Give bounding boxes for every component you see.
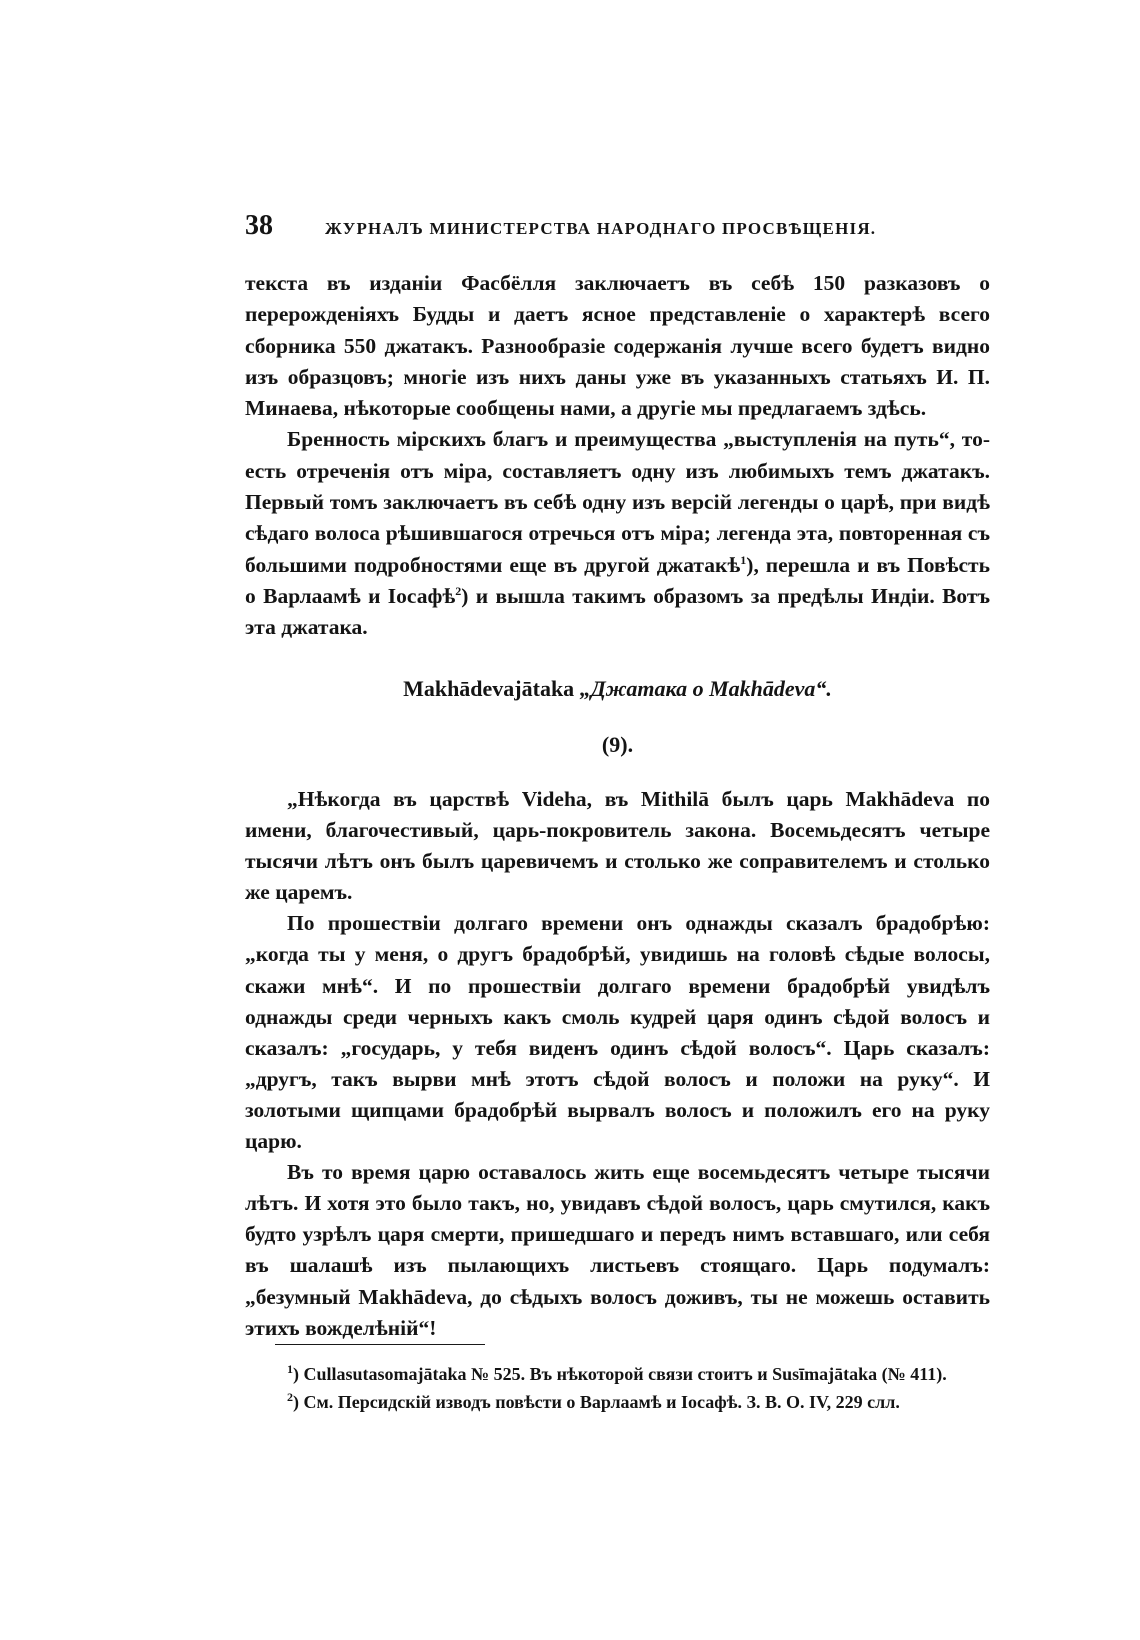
intro-text [245,268,990,644]
footnotes [245,1360,990,1416]
footnote-2-text: ) См. Персидскій изводъ повѣсти о Варлаамѣ и Іосафѣ. З. В. О. IV, 229 слл. [293,1392,900,1412]
paragraph-2-part-b: ), перешла и въ Повѣсть о Варлаамѣ и Іосафѣ [245,552,990,608]
story-title-pali: Makhādevajātaka [403,676,575,701]
footnote-ref-2: 2 [455,583,462,598]
paragraph-2-part-a: Бренность мірскихъ благъ и преимущества „выступленія на путь“, то-есть отреченія отъ міра, составляетъ одну изъ любимыхъ темъ джатакъ. Первый томъ заключаетъ въ себѣ одну изъ версій легенды о царѣ, при видѣ сѣдаго волоса рѣшившагося отречься отъ міра; легенда эта, повторенная съ большими подробностями еще въ другой джатакѣ [245,427,990,577]
paragraph-2 [245,424,990,643]
story-title-russian: „Джатака о Makhādeva“. [579,676,832,701]
paragraph-1: текста въ изданіи Фасбёлля заключаетъ въ себѣ 150 разказовъ о перерожденіяхъ Будды и даетъ ясное представленіе о характерѣ всего сборника 550 джатакъ. Разнообразіе содержанія лучше всего будетъ видно изъ образцовъ; многіе изъ нихъ даны уже въ указанныхъ статьяхъ И. П. Минаева, нѣкоторые сообщены нами, а другіе мы предлагаемъ здѣсь. [245,271,990,421]
footnote-2-marker: 2 [287,1390,293,1404]
page-header [245,210,990,242]
story-text [245,784,990,1344]
story-number: (9). [601,732,634,757]
story-title [245,676,990,702]
paragraph-4: По прошествіи долгаго времени онъ однажды сказалъ брадобрѣю: „когда ты у меня, о другъ брадобрѣй, увидишь на головѣ сѣдые волосы, скажи мнѣ“. И по прошествіи долгаго времени брадобрѣй увидѣлъ однажды среди черныхъ какъ смоль кудрей царя одинъ сѣдой волосъ и сказалъ: „государь, у тебя виденъ одинъ сѣдой волосъ“. Царь сказалъ: „другъ, такъ вырви мнѣ этотъ сѣдой волосъ и положи на руку“. И золотыми щипцами брадобрѣй вырвалъ волосъ и положилъ его на руку царю. [245,911,990,1154]
footnote-ref-1: 1 [740,552,747,567]
running-title: ЖУРНАЛЪ МИНИСТЕРСТВА НАРОДНАГО ПРОСВѢЩЕНІЯ. [325,219,877,238]
footnote-divider [275,1344,485,1345]
footnote-2 [245,1388,990,1416]
paragraph-3: „Нѣкогда въ царствѣ Videha, въ Mithilā былъ царь Makhādeva по имени, благочестивый, царь-покровитель закона. Восемьдесятъ четыре тысячи лѣтъ онъ былъ царевичемъ и столько же соправителемъ и столько же царемъ. [245,787,990,905]
page-number: 38 [245,210,273,241]
footnote-1-text: ) Cullasutasomajātaka № 525. Въ нѣкоторой связи стоитъ и Susīmajātaka (№ 411). [293,1364,947,1384]
paragraph-5: Въ то время царю оставалось жить еще восемьдесятъ четыре тысячи лѣтъ. И хотя это было такъ, но, увидавъ сѣдой волосъ, царь смутился, какъ будто узрѣлъ царя смерти, пришедшаго и передъ нимъ вставшаго, или себя въ шалашѣ изъ пылающихъ листьевъ стоящаго. Царь подумалъ: „безумный Makhādeva, до сѣдыхъ волосъ доживъ, ты не можешь оставить этихъ вожделѣній“! [245,1160,990,1340]
footnote-1-marker: 1 [287,1362,293,1376]
footnote-1 [245,1360,990,1388]
paragraph-2-part-c: ) и вышла такимъ образомъ за предѣлы Индіи. Вотъ эта джатака. [245,583,990,640]
